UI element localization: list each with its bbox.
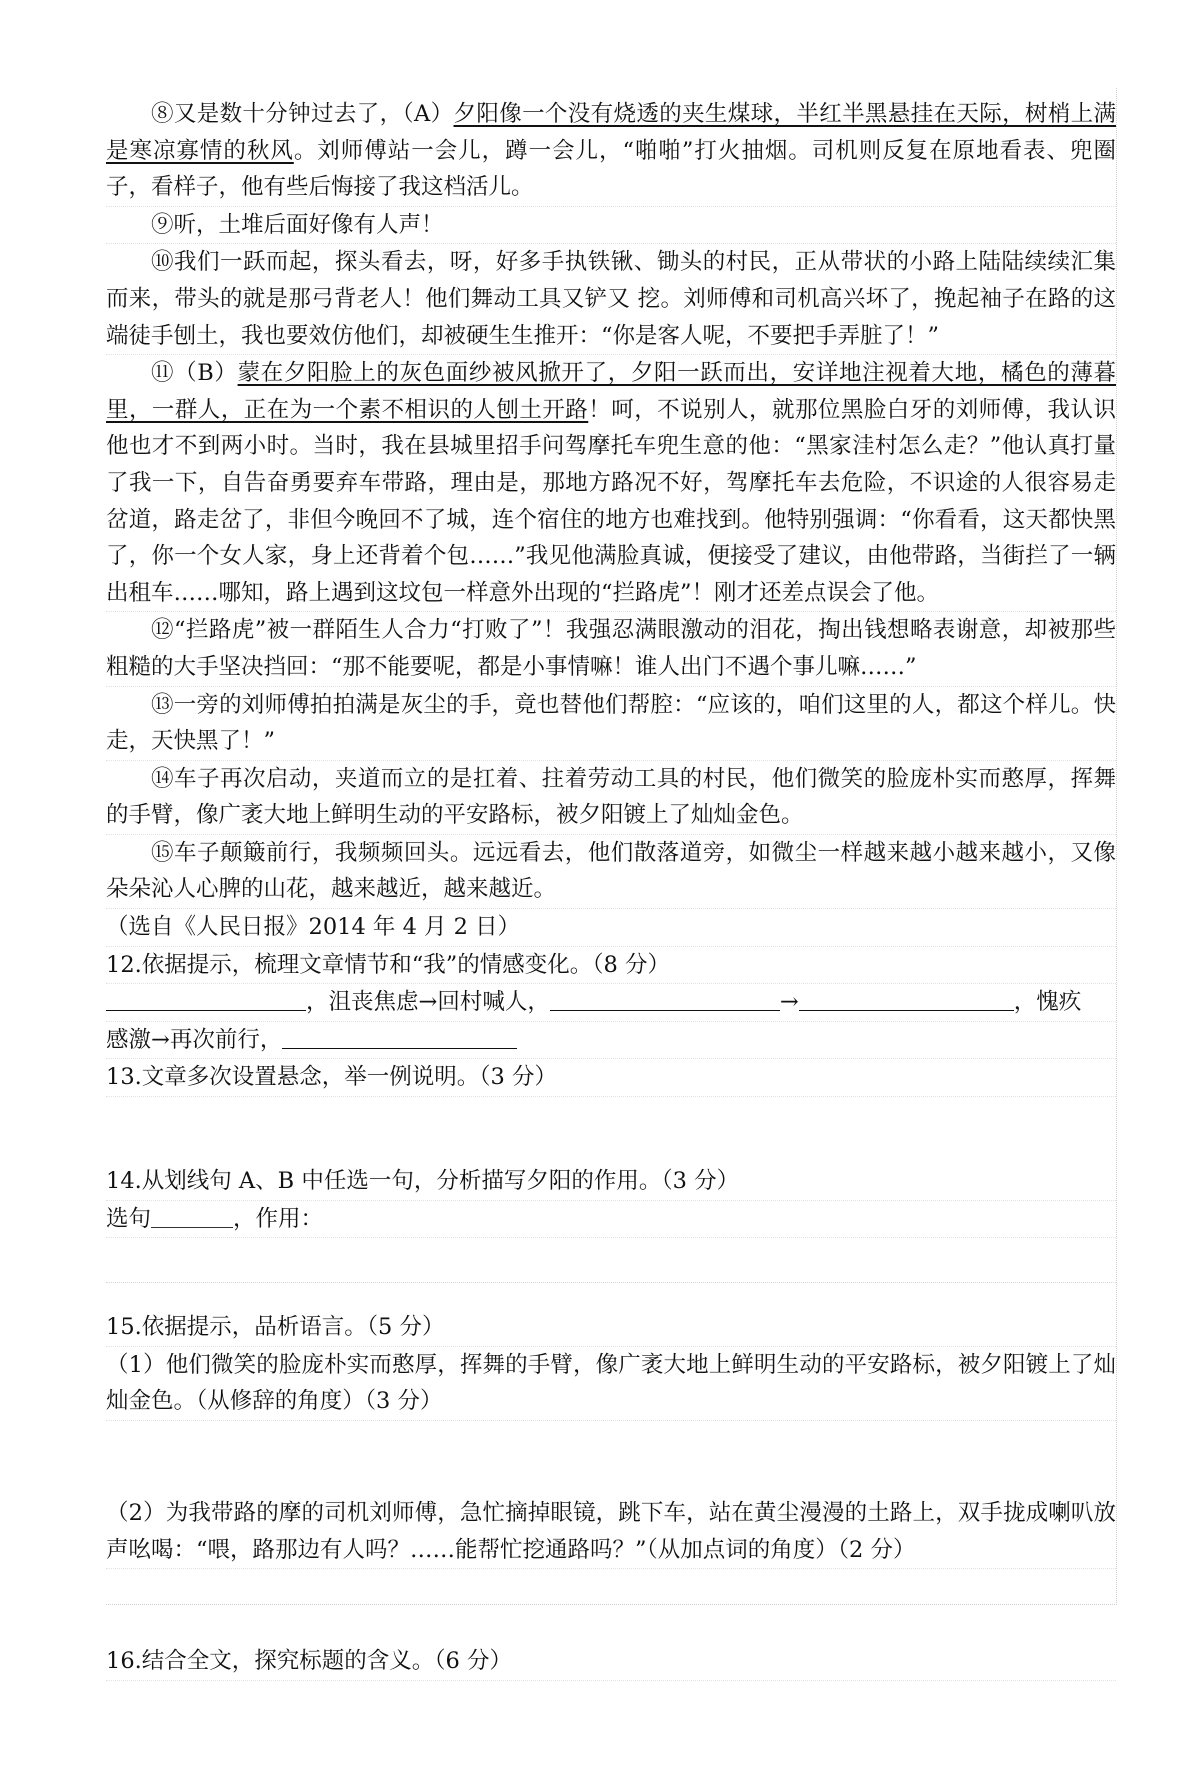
answer-space-16[interactable] xyxy=(106,1681,1116,1791)
paragraph-12: ⑫“拦路虎”被一群陌生人合力“打败了”！我强忍满眼激动的泪花，掏出钱想略表谢意，却被那些粗糙的大手坚决挡回：“那不能要呢，都是小事情嘛！谁人出门不遇个事儿嘛……” xyxy=(106,612,1116,686)
answer-blank-12-2[interactable] xyxy=(550,984,780,1011)
question-14-answer-row: 选句 ，作用： xyxy=(106,1201,1116,1239)
underlined-sentence-a: 夕阳像一个没有烧透的夹生煤球，半红半黑悬挂在天际，树梢上满是寒凉寡情的秋风 xyxy=(106,101,1116,164)
answer-space-15-2[interactable] xyxy=(106,1569,1116,1643)
answer-space-15-1[interactable] xyxy=(106,1421,1116,1495)
question-15-sub-2: （2）为我带路的摩的司机刘师傅，急忙摘掉眼镜，跳下车，站在黄尘漫漫的土路上，双手拢成喇叭放声吆喝：“喂，路那边有人吗？……能帮忙挖通路吗？”（从加点词的角度）（2 分） xyxy=(106,1495,1116,1569)
exam-page xyxy=(106,96,1116,1791)
paragraph-10: ⑩我们一跃而起，探头看去，呀，好多手执铁锹、锄头的村民，正从带状的小路上陆陆续续汇集而来，带头的就是那弓背老人！他们舞动工具又铲又 挖。刘师傅和司机高兴坏了，挽起袖子在路的这端徒手刨土，我也要效仿他们，却被硬生生推开：“你是客人呢，不要把手弄脏了！” xyxy=(106,244,1116,355)
answer-space-13[interactable] xyxy=(106,1097,1116,1163)
underlined-sentence-b: 蒙在夕阳脸上的灰色面纱被风掀开了，夕阳一跃而出，安详地注视着大地，橘色的薄暮里，一群人，正在为一个素不相识的人刨土开路 xyxy=(106,360,1116,423)
paragraph-13: ⑬一旁的刘师傅拍拍满是灰尘的手，竟也替他们帮腔：“应该的，咱们这里的人，都这个样儿。快走，天快黑了！” xyxy=(106,687,1116,761)
answer-blank-12-3[interactable] xyxy=(799,984,1014,1011)
paragraph-8: ⑧又是数十分钟过去了，（A）夕阳像一个没有烧透的夹生煤球，半红半黑悬挂在天际，树梢上满是寒凉寡情的秋风。刘师傅站一会儿，蹲一会儿，“啪啪”打火抽烟。司机则反复在原地看表、兜圈子，看样子，他有些后悔接了我这档活儿。 xyxy=(106,96,1116,207)
question-12-row-1: ，沮丧焦虑→回村喊人， → ，愧疚 xyxy=(106,984,1116,1022)
question-12-title: 12.依据提示，梳理文章情节和“我”的情感变化。（8 分） xyxy=(106,947,1116,985)
source-citation: （选自《人民日报》2014 年 4 月 2 日） xyxy=(106,909,1116,947)
question-16-title: 16.结合全文，探究标题的含义。（6 分） xyxy=(106,1643,1116,1681)
answer-blank-12-1[interactable] xyxy=(106,984,306,1011)
paragraph-14: ⑭车子再次启动，夹道而立的是扛着、拄着劳动工具的村民，他们微笑的脸庞朴实而憨厚，挥舞的手臂，像广袤大地上鲜明生动的平安路标，被夕阳镀上了灿灿金色。 xyxy=(106,761,1116,835)
answer-blank-14-choice[interactable] xyxy=(151,1203,233,1228)
paragraph-9: ⑨听，土堆后面好像有人声！ xyxy=(106,207,1116,245)
question-13-title: 13.文章多次设置悬念，举一例说明。（3 分） xyxy=(106,1059,1116,1097)
paragraph-15: ⑮车子颠簸前行，我频频回头。远远看去，他们散落道旁，如微尘一样越来越小越来越小，又像朵朵沁人心脾的山花，越来越近，越来越近。 xyxy=(106,835,1116,909)
answer-blank-12-4[interactable] xyxy=(282,1022,517,1049)
paragraph-11: ⑪（B）蒙在夕阳脸上的灰色面纱被风掀开了，夕阳一跃而出，安详地注视着大地，橘色的薄暮里，一群人，正在为一个素不相识的人刨土开路！呵，不说别人，就那位黑脸白牙的刘师傅，我认识他也才不到两小时。当时，我在县城里招手问驾摩托车兜生意的他：“黑家洼村怎么走？”他认真打量了我一下，自告奋勇要弃车带路，理由是，那地方路况不好，驾摩托车去危险，不识途的人很容易走岔道，路走岔了，非但今晚回不了城，连个宿住的地方也难找到。他特别强调：“你看看，这天都快黑了，你一个女人家，身上还背着个包……”我见他满脸真诚，便接受了建议，由他带路，当街拦了一辆出租车……哪知，路上遇到这坟包一样意外出现的“拦路虎”！刚才还差点误会了他。 xyxy=(106,355,1116,612)
question-15-sub-1: （1）他们微笑的脸庞朴实而憨厚，挥舞的手臂，像广袤大地上鲜明生动的平安路标，被夕阳镀上了灿灿金色。（从修辞的角度）（3 分） xyxy=(106,1347,1116,1421)
question-12-row-2: 感激→再次前行， xyxy=(106,1022,1116,1060)
question-15-title: 15.依据提示，品析语言。（5 分） xyxy=(106,1309,1116,1347)
question-14-title: 14.从划线句 A、B 中任选一句，分析描写夕阳的作用。（3 分） xyxy=(106,1163,1116,1201)
answer-space-14[interactable] xyxy=(106,1238,1116,1283)
